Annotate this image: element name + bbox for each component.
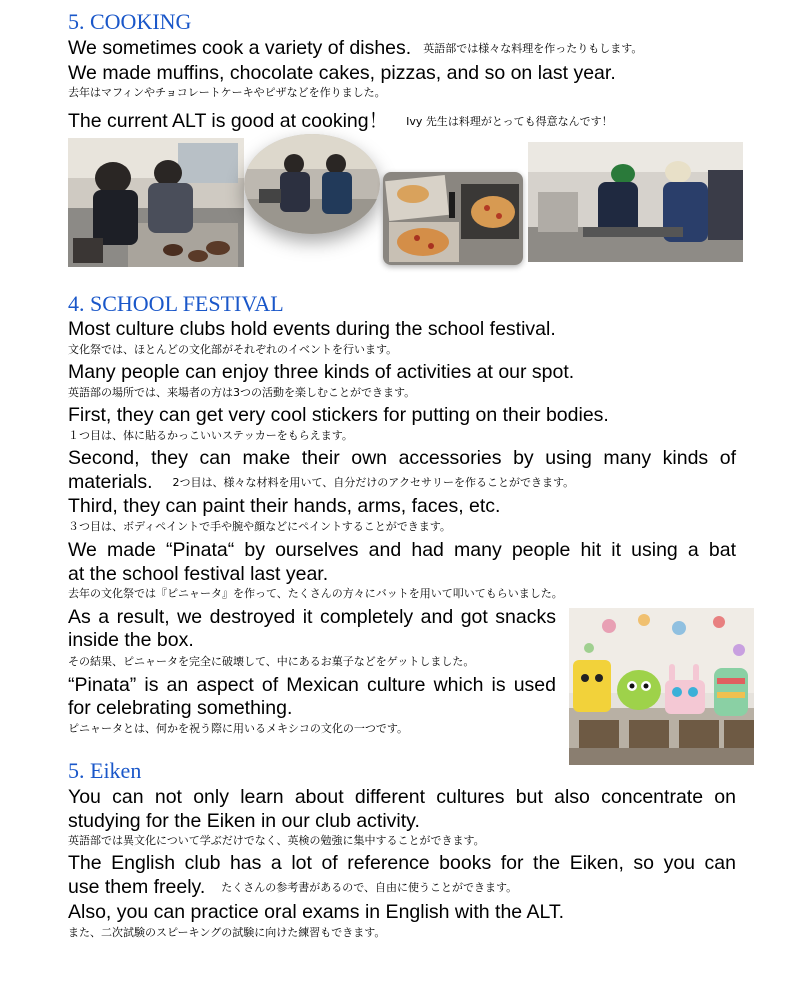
eiken-line-2a: The English club has a lot of reference books for the Eiken, so you can xyxy=(68,852,736,874)
cooking-photo-1 xyxy=(68,138,244,267)
cooking-photo-4 xyxy=(528,142,743,262)
festival-line-4b xyxy=(68,471,574,494)
cooking-photo-2 xyxy=(244,134,380,234)
cooking-line-3 xyxy=(68,110,613,133)
festival-line-6b: at the school festival last year. xyxy=(68,563,329,585)
cooking-line-3-en: The current ALT is good at cooking！ xyxy=(68,110,389,132)
cooking-line-1-en: We sometimes cook a variety of dishes. xyxy=(68,37,412,59)
festival-heading: 4. SCHOOL FESTIVAL xyxy=(68,291,284,316)
cooking-line-2: We made muffins, chocolate cakes, pizzas, and so on last year. xyxy=(68,62,616,84)
cooking-heading: 5. COOKING xyxy=(68,9,192,34)
festival-line-3: First, they can get very cool stickers for putting on their bodies. xyxy=(68,404,609,426)
festival-line-6a: We made “Pinata“ by ourselves and had many people hit it using a bat xyxy=(68,539,736,561)
eiken-line-3: Also, you can practice oral exams in English with the ALT. xyxy=(68,901,565,923)
festival-line-5: Third, they can paint their hands, arms, faces, etc. xyxy=(68,495,501,517)
festival-line-6-jp: 去年の文化祭では『ピニャータ』を作って、たくさんの方々にバットを用いて叩いてもらいました。 xyxy=(68,587,563,600)
eiken-line-2-jp: たくさんの参考書があるので、自由に使うことができます。 xyxy=(221,881,518,894)
cooking-line-2-jp: 去年はマフィンやチョコレートケーキやピザなどを作りました。 xyxy=(68,86,386,99)
eiken-line-1b: studying for the Eiken in our club activity. xyxy=(68,810,420,832)
eiken-line-3-jp: また、二次試験のスピーキングの試験に向けた練習もできます。 xyxy=(68,926,386,939)
festival-line-4a: Second, they can make their own accessories by using many kinds of xyxy=(68,447,736,469)
festival-line-1: Most culture clubs hold events during the school festival. xyxy=(68,318,556,340)
eiken-line-2b-en: use them freely. xyxy=(68,876,206,898)
festival-line-4-jp: 2つ目は、様々な材料を用いて、自分だけのアクセサリーを作ることができます。 xyxy=(172,476,575,489)
eiken-line-1-jp: 英語部では異文化について学ぶだけでなく、英検の勉強に集中することができます。 xyxy=(68,834,485,847)
festival-line-7-jp: その結果、ピニャータを完全に破壊して、中にあるお菓子などをゲットしました。 xyxy=(68,655,475,668)
cooking-photo-3 xyxy=(383,172,523,265)
cooking-line-3-jp: Ivy 先生は料理がとっても得意なんです！ xyxy=(406,115,613,128)
pinata-photo xyxy=(569,608,754,765)
festival-line-1-jp: 文化祭では、ほとんどの文化部がそれぞれのイベントを行います。 xyxy=(68,343,398,356)
festival-line-4b-en: materials. xyxy=(68,471,153,493)
festival-line-8: “Pinata” is an aspect of Mexican culture which is used for celebrating something. xyxy=(68,674,556,719)
cooking-line-1 xyxy=(68,37,642,60)
festival-line-8-jp: ピニャータとは、何かを祝う際に用いるメキシコの文化の一つです。 xyxy=(68,722,409,735)
cooking-line-1-jp: 英語部では様々な料理を作ったりもします。 xyxy=(423,42,643,55)
festival-line-7: As a result, we destroyed it completely and got snacks inside the box. xyxy=(68,606,556,651)
festival-line-2-jp: 英語部の場所では、来場者の方は3つの活動を楽しむことができます。 xyxy=(68,386,416,399)
eiken-line-2b xyxy=(68,876,517,899)
festival-line-5-jp: ３つ目は、ボディペイントで手や腕や顔などにペイントすることができます。 xyxy=(68,520,451,533)
eiken-heading: 5. Eiken xyxy=(68,758,142,783)
festival-line-2: Many people can enjoy three kinds of activities at our spot. xyxy=(68,361,575,383)
festival-line-3-jp: １つ目は、体に貼るかっこいいステッカーをもらえます。 xyxy=(68,429,353,442)
eiken-line-1a: You can not only learn about different cultures but also concentrate on xyxy=(68,786,736,808)
